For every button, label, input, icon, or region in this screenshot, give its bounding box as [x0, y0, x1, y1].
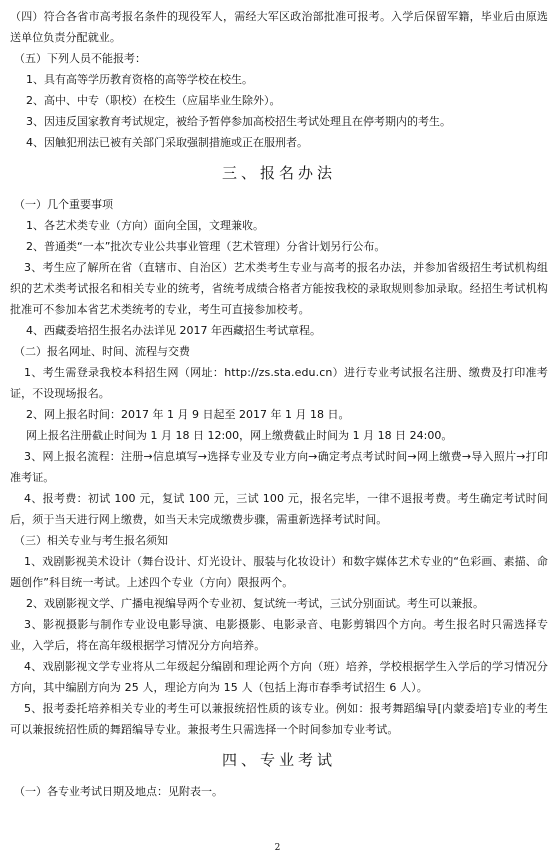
list-item: 网上报名注册截止时间为 1 月 18 日 12:00，网上缴费截止时间为 1 月 18 日 24:00。: [26, 429, 453, 442]
list-item: 2、高中、中专（职校）在校生（应届毕业生除外）。: [26, 94, 281, 107]
list-item: 2、戏剧影视文学、广播电视编导两个专业初、复试统一考试，三试分别面试。考生可以兼报。: [26, 597, 484, 610]
subsection-title-important: （一）几个重要事项: [14, 198, 113, 211]
list-item: 4、报考费：初试 100 元，复试 100 元，三试 100 元，报名完毕，一律不退报考费。考生确定考试时间后，须于当天进行网上缴费，如当天未完成缴费步骤，需重新选择考试时间。: [10, 492, 548, 526]
list-item: 1、各艺术类专业（方向）面向全国，文理兼收。: [26, 219, 264, 232]
list-item: 3、考生应了解所在省（直辖市、自治区）艺术类考生专业与高考的报名办法，并参加省级招生考试机构组织的艺术类考试报名和相关专业的统考，省统考成绩合格者方能按我校的录取规则参加录取。经招生考试机构批准可不参加本省艺术类统考的专业，考生可直接参加校考。: [10, 261, 548, 316]
list-item: 5、报考委托培养相关专业的考生可以兼报统招性质的该专业。例如：报考舞蹈编导[内蒙委培]专业的考生可以兼报统招性质的舞蹈编导专业。兼报考生只需选择一个时间参加专业考试。: [10, 702, 548, 736]
list-item: 4、戏剧影视文学专业将从二年级起分编剧和理论两个方向（班）培养，学校根据学生入学后的学习情况分方向，其中编剧方向为 25 人，理论方向为 15 人（包括上海市春季考试招生 6 人）。: [10, 660, 548, 694]
subsection-title-exam-dates: （一）各专业考试日期及地点：见附表一。: [14, 785, 223, 798]
paragraph-military: （四）符合各省市高考报名条件的现役军人，需经大军区政治部批准可报考。入学后保留军籍，毕业后由原选送单位负责分配就业。: [10, 10, 548, 44]
list-item: 4、西藏委培招生报名办法详见 2017 年西藏招生考试章程。: [26, 324, 321, 337]
section-heading-exam: 四、专业考试: [221, 751, 336, 769]
page-number: 2: [274, 843, 281, 853]
list-item: 2、网上报名时间：2017 年 1 月 9 日起至 2017 年 1 月 18 日。: [26, 408, 350, 421]
section-heading-registration: 三、报名办法: [221, 164, 336, 182]
list-item: 3、网上报名流程：注册→信息填写→选择专业及专业方向→确定考点考试时间→网上缴费→导入照片→打印准考证。: [10, 450, 548, 484]
list-item: 3、影视摄影与制作专业设电影导演、电影摄影、电影录音、电影剪辑四个方向。考生报名时只需选择专业，入学后，将在高年级根据学习情况分方向培养。: [10, 618, 548, 652]
subsection-title-ineligible: （五）下列人员不能报考：: [14, 52, 146, 65]
subsection-title-website: （二）报名网址、时间、流程与交费: [14, 345, 190, 358]
document-body: [10, 6, 548, 802]
list-item: 1、考生需登录我校本科招生网（网址：http://zs.sta.edu.cn）进行专业考试报名注册、缴费及打印准考证，不设现场报名。: [10, 366, 548, 400]
list-item: 1、具有高等学历教育资格的高等学校在校生。: [26, 73, 253, 86]
list-item: 3、因违反国家教育考试规定，被给予暂停参加高校招生考试处理且在停考期内的考生。: [26, 115, 451, 128]
subsection-title-notes: （三）相关专业与考生报名须知: [14, 534, 168, 547]
list-item: 4、因触犯刑法已被有关部门采取强制措施或正在服刑者。: [26, 136, 308, 149]
list-item: 2、普通类“一本”批次专业公共事业管理（艺术管理）分省计划另行公布。: [26, 240, 386, 253]
list-item: 1、戏剧影视美术设计（舞台设计、灯光设计、服装与化妆设计）和数字媒体艺术专业的“色彩画、素描、命题创作”科目统一考试。上述四个专业（方向）限报两个。: [10, 555, 548, 589]
